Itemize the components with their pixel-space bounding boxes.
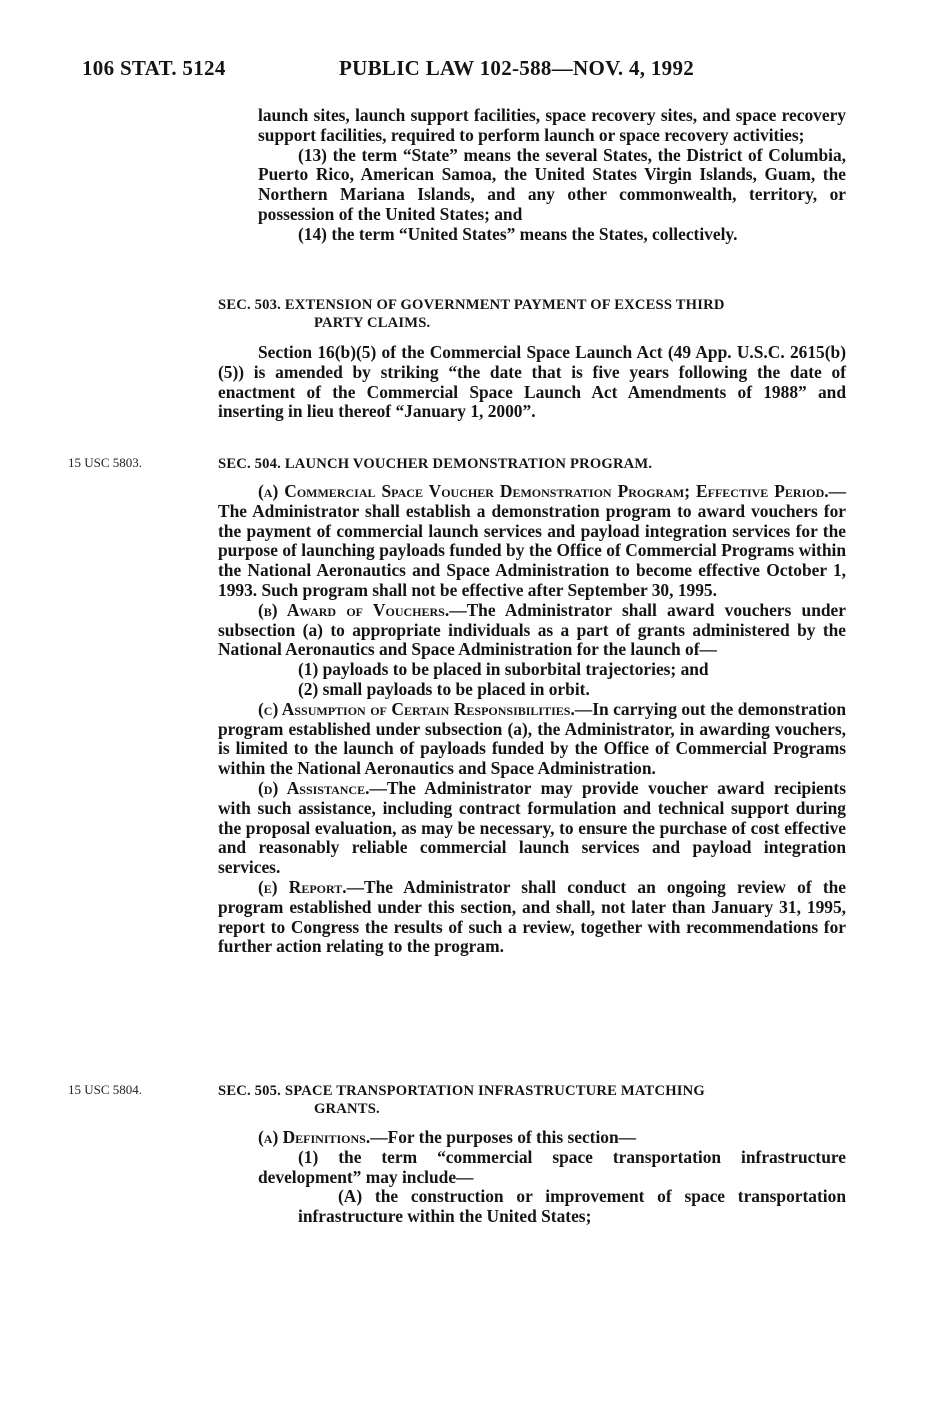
paragraph-14: (14) the term “United States” means the States, collectively.	[298, 223, 738, 244]
sec-503-body	[218, 343, 846, 422]
sec-504-b-item-2: (2) small payloads to be placed in orbit.	[298, 678, 590, 699]
sec-504-heading-text: SEC. 504. LAUNCH VOUCHER DEMONSTRATION PROGRAM.	[218, 456, 653, 472]
sec-505-heading-line1: SEC. 505. SPACE TRANSPORTATION INFRASTRUCTURE MATCHING	[218, 1083, 705, 1099]
sec-504-subsection-b	[218, 601, 846, 660]
sec-505-a-item-1-A: (A) the construction or improvement of space transportation infrastructure within the United States;	[298, 1186, 846, 1227]
paragraph-13: (13) the term “State” means the several States, the District of Columbia, Puerto Rico, American Samoa, the United States Virgin Islands, Guam, the Northern Mariana Islands, and any other commonwealth, territory, or possession of the United States; and	[258, 144, 846, 224]
sec-504-e-text: —The Administrator shall conduct an ongoing review of the program established under this section, and shall, not later than January 31, 1995, report to Congress the results of such a review, together with recommendations for further action relating to the program.	[218, 876, 846, 957]
sec-504-b-text: —The Administrator shall award vouchers under subsection (a) to appropriate individuals as a part of grants administered by the National Aeronautics and Space Administration for the launch of—	[218, 599, 846, 660]
sec-504-subsection-c	[218, 700, 846, 779]
sec-505-heading-line2: GRANTS.	[314, 1101, 380, 1117]
sec-504-subsection-e	[218, 878, 846, 957]
sec-505-a-text: —For the purposes of this section—	[370, 1127, 637, 1147]
sec-504-c-text: —In carrying out the demonstration program established under subsection (a), the Administrator, in awarding vouchers, is limited to the launch of payloads funded by the Office of Commercial Programs within the National Aeronautics and Space Administration.	[218, 698, 846, 779]
margin-note-5804: 15 USC 5804.	[68, 1082, 143, 1097]
top-block	[218, 106, 846, 245]
sec-505-subsection-a	[218, 1128, 846, 1148]
sec-505-a-heading: (a) Definitions.	[258, 1127, 371, 1147]
sec-503-heading-line1: SEC. 503. EXTENSION OF GOVERNMENT PAYMENT OF EXCESS THIRD	[218, 297, 725, 313]
sec-504-body	[218, 482, 846, 957]
sec-505-a-item-1: (1) the term “commercial space transportation infrastructure development” may include—	[258, 1146, 846, 1187]
sec-503-heading	[218, 296, 846, 332]
sec-504-b-item-1: (1) payloads to be placed in suborbital trajectories; and	[298, 659, 709, 680]
sec-504-d-heading: (d) Assistance.	[258, 777, 370, 798]
sec-505-body	[218, 1128, 846, 1227]
sec-504-heading	[218, 455, 846, 473]
sec-505-heading	[218, 1082, 846, 1118]
law-title: PUBLIC LAW 102-588—NOV. 4, 1992	[339, 56, 695, 80]
sec-503-text: Section 16(b)(5) of the Commercial Space Launch Act (49 App. U.S.C. 2615(b)(5)) is amended by striking “the date that is five years following the date of enactment of the Commercial Space Launch Act Amendments of 1988” and inserting in lieu thereof “January 1, 2000”.	[218, 342, 846, 422]
sec-504-subsection-a	[218, 482, 846, 601]
sec-503-heading-line2: PARTY CLAIMS.	[314, 315, 431, 331]
margin-note-5803: 15 USC 5803.	[68, 455, 143, 470]
sec-504-a-text: —The Administrator shall establish a demonstration program to award vouchers for the payment of commercial launch services and payload integration services for the purpose of launching payloads funded by the Office of Commercial Programs within the National Aeronautics and Space Administration to become effective October 1, 1993. Such program shall not be effective after September 30, 1995.	[218, 481, 846, 600]
sec-504-d-text: —The Administrator may provide voucher award recipients with such assistance, including contract formulation and technical support during the proposal evaluation, as may be necessary, to ensure the purchase of cost effective and reasonably reliable commercial launch services and payload integration services.	[218, 777, 846, 878]
page-reference: 106 STAT. 5124	[82, 56, 226, 80]
sec-504-c-heading: (c) Assumption of Certain Responsibilities.	[258, 698, 575, 719]
sec-504-a-heading: (a) Commercial Space Voucher Demonstration Program; Effective Period.	[258, 481, 829, 501]
sec-504-e-heading: (e) Report.	[258, 876, 347, 897]
sec-504-subsection-d	[218, 779, 846, 878]
continued-paragraph: launch sites, launch support facilities, space recovery sites, and space recovery support facilities, required to perform launch or space recovery activities;	[258, 105, 846, 145]
sec-504-b-heading: (b) Award of Vouchers.	[258, 599, 450, 620]
